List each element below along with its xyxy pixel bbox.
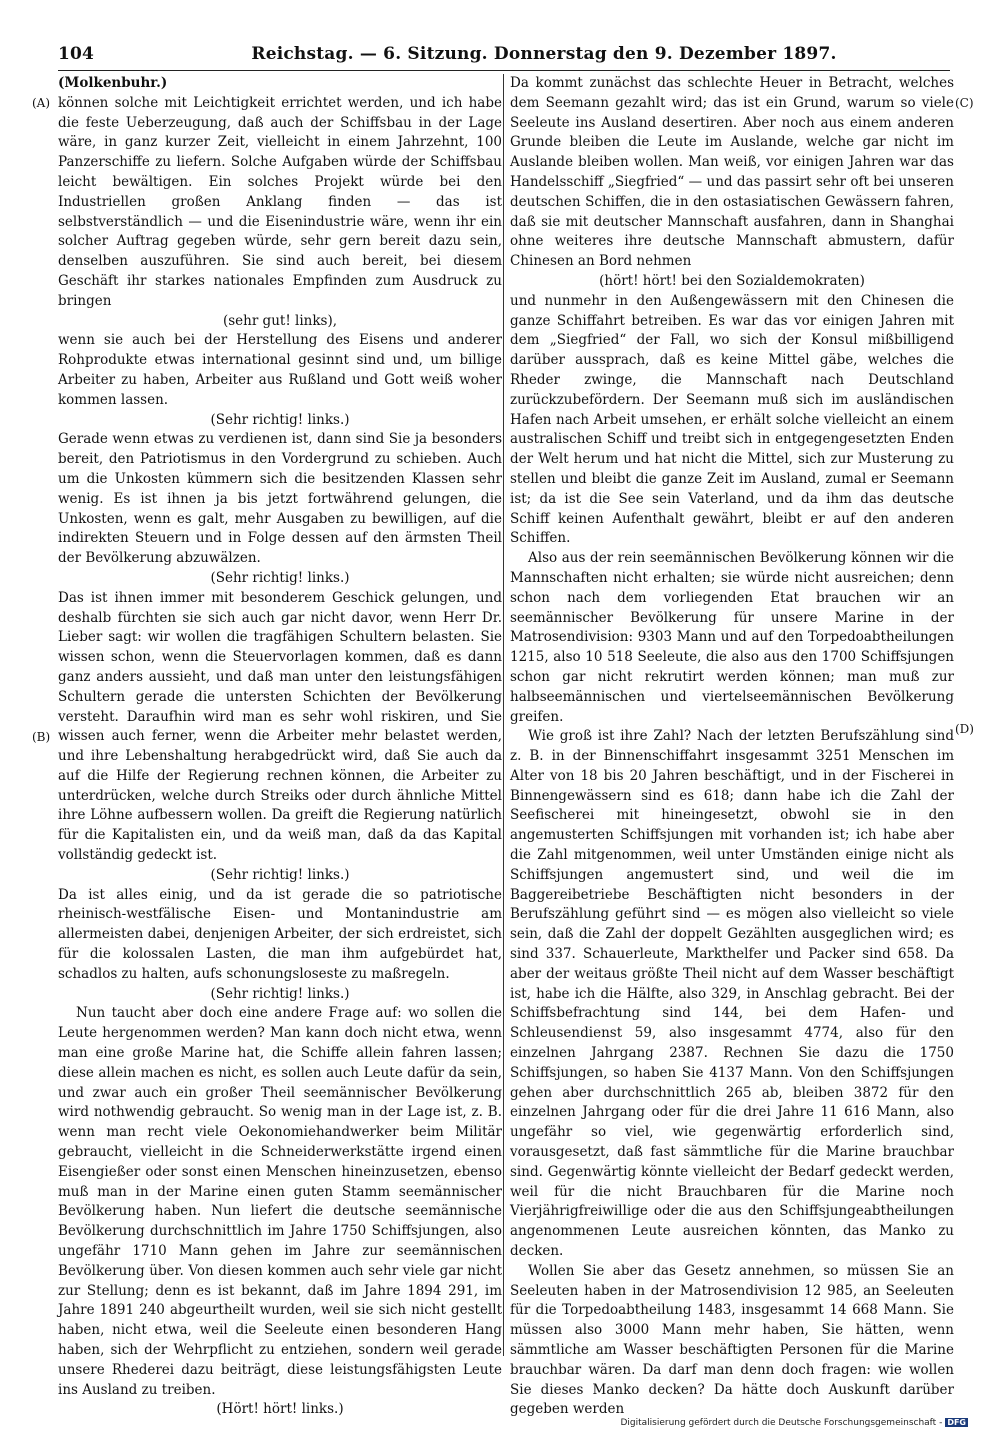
running-title: Reichstag. — 6. Sitzung. Donnerstag den 9. Dezember 1897. <box>251 44 837 64</box>
interjection: (Sehr richtig! links.) <box>210 985 350 1002</box>
left-column <box>58 74 502 1420</box>
paragraph: und nunmehr in den Außengewässern mit den Chinesen die ganze Schiffahrt betreiben. Es war das vor einigen Jahren mit dem „Siegfried“ der Fall, wo sich der Konsul mißbilligend darüber aussprach, daß es keine Mittel gäbe, welches die Rheder zwinge, die Mannschaft nach Deutschland zurückzubefördern. Der Seemann muß sich im ausländischen Hafen nach Arbeit umsehen, er erhält solche vielleicht an einem australischen Schiff und treibt sich in entgegengesetzten Enden der Welt herum und hat nicht die Mittel, sich zur Musterung zu stellen und bleibt die ganze Zeit im Ausland, zumal er Seemann ist; da ist die See sein Vaterland, und da ihm das deutsche Schiff keinen Aufenthalt gewährt, bleibt er auf den anderen Schiffen. <box>510 292 954 547</box>
paragraph: Da kommt zunächst das schlechte Heuer in Betracht, welches dem Seemann gezahlt wird; das ist ein Grund, warum so viele Seeleute ins Ausland desertiren. Aber noch aus einem anderen Grunde bleiben die Leute im Auslande, welche gar nicht im Auslande bleiben wollen. Man weiß, vor einigen Jahren war das Handelsschiff „Siegfried“ — und das passirt sehr oft bei unseren deutschen Schiffen, die in den ostasiatischen Gewässern fahren, daß sie mit deutscher Mannschaft ausfahren, dann in Shanghai ohne weiteres ihre deutsche Mannschaft abmustern, dafür Chinesen an Bord nehmen <box>510 75 954 270</box>
right-column <box>510 74 954 1420</box>
paragraph: Nun taucht aber doch eine andere Frage auf: wo sollen die Leute hergenommen werden? Man kann doch nicht etwa, wenn man eine große Marine hat, die Schiffe allein fahren lassen; diese allein machen es nicht, es sollen auch Leute dafür da sein, und zwar auch ein großer Theil seemännischer Bevölkerung wird nothwendig gebraucht. So wenig man in der Lage ist, z. B. wenn man recht viele Oekonomiehandwerker beim Militär gebraucht, vielleicht in die Schneiderwerkstätte irgend einen Eisengießer oder sonst einen Menschen hineinzusetzen, ebenso muß man in der Marine einen guten Stamm seemännischer Bevölkerung haben. Nun liefert die deutsche seemännische Bevölkerung durchschnittlich im Jahre 1750 Schiffsjungen, also ungefähr 1710 Mann gehen im Jahre zur seemännischen Bevölkerung über. Von diesen kommen auch sehr viele gar nicht zur Stellung; denn es ist bekannt, daß im Jahre 1894 291, im Jahre 1891 240 abgeurtheilt wurden, weil sie sich nicht gestellt haben, nicht etwa, weil die Seeleute einen besonderen Hang haben, sich der Wehrpflicht zu entziehen, sondern weil gerade unsere Rhederei dazu beiträgt, diese leistungsfähigsten Leute ins Ausland zu treiben. <box>58 1005 502 1398</box>
margin-mark-a: (A) <box>32 96 51 110</box>
credit-text: Digitalisierung gefördert durch die Deutsche Forschungsgemeinschaft - <box>620 1418 943 1428</box>
interjection: (Sehr richtig! links.) <box>210 569 350 586</box>
interjection: (hört! hört! bei den Sozialdemokraten) <box>599 272 865 289</box>
margin-mark-d: (D) <box>955 722 974 736</box>
page-number: 104 <box>58 44 95 64</box>
column-divider <box>503 74 504 1356</box>
margin-mark-c: (C) <box>955 96 974 110</box>
paragraph: Also aus der rein seemännischen Bevölkerung können wir die Mannschaften nicht erhalten; sie würde nicht ausreichen; denn schon nach dem vorliegenden Etat brauchen wir an seemännischer Bevölkerung für unsere Marine in der Matrosendivision: 9303 Mann und auf den Torpedoabtheilungen 1215, also 10 518 Seeleute, die also aus den 1700 Schiffsjungen schon gar nicht rekrutirt werden können; man muß zur halbseemännischen und viertelseemännischen Bevölkerung greifen. <box>510 550 954 725</box>
dfg-logo: DFG <box>947 1418 966 1427</box>
page-header <box>58 44 950 71</box>
margin-mark-b: (B) <box>32 730 51 744</box>
interjection: (Hört! hört! links.) <box>216 1401 344 1418</box>
paragraph: Gerade wenn etwas zu verdienen ist, dann sind Sie ja besonders bereit, den Patriotismus in den Vordergrund zu schieben. Auch um die Unkosten kümmern sich die besitzenden Klassen sehr wenig. Es ist ihnen ja bis jetzt fortwährend gelungen, die Unkosten, wenn es galt, mehr Ausgaben zu bewilligen, auf die indirekten Steuern und in Folge dessen auf den ärmsten Theil der Bevölkerung abzuwälzen. <box>58 431 502 567</box>
paragraph: Das ist ihnen immer mit besonderem Geschick gelungen, und deshalb fürchten sie sich auch gar nicht davor, wenn Herr Dr. Lieber sagt: wir wollen die tragfähigen Schultern belasten. Sie wissen schon, wenn die Steuervorlagen kommen, daß es dann ganz anders aussieht, und daß man unter den leistungsfähigen Schultern gerade die untersten Schichten der Bevölkerung versteht. Daraufhin wird man es sehr wohl riskiren, und Sie wissen auch ferner, wenn die Arbeiter mehr belastet werden, und ihre Lebenshaltung herabgedrückt wird, daß Sie auch da auf die Hilfe der Regierung rechnen können, die Arbeiter zu unterdrücken, welche durch Streiks oder durch ähnliche Mittel ihre Löhne aufbessern wollen. Da greift die Regierung natürlich für die Kapitalisten ein, und da weiß man, daß da das Kapital vollständig gedeckt ist. <box>58 589 502 864</box>
paragraph: wenn sie auch bei der Herstellung des Eisens und anderer Rohprodukte etwas international gesinnt sind und, um billige Arbeiter zu haben, Arbeiter aus Rußland und Gott weiß woher kommen lassen. <box>58 332 502 408</box>
interjection: (Sehr richtig! links.) <box>210 866 350 883</box>
speaker-name: (Molkenbuhr.) <box>58 75 168 91</box>
paragraph: Wollen Sie aber das Gesetz annehmen, so müssen Sie an Seeleuten haben in der Matrosendivision 12 985, an Seeleuten für die Torpedoabtheilung 1483, insgesammt 14 668 Mann. Sie müssen also 3000 Mann mehr haben, Sie hätten, wenn sämmtliche am Wasser beschäftigten Personen für die Marine brauchbar wären. Da darf man denn doch fragen: wie wollen Sie dieses Manko decken? Da hätte doch Auskunft darüber gegeben werden <box>510 1262 954 1418</box>
paragraph: Da ist alles einig, und da ist gerade die so patriotische rheinisch-westfälische Eisen- und Montanindustrie am allermeisten dabei, denjenigen Arbeiter, der sich erdreistet, sich für die kolossalen Lasten, die man ihm aufgebürdet hat, schadlos zu halten, aufs schonungsloseste zu maßregeln. <box>58 886 502 982</box>
interjection: (sehr gut! links), <box>222 312 338 329</box>
paragraph: können solche mit Leichtigkeit errichtet werden, und ich habe die feste Ueberzeugung, daß auch der Schiffsbau in der Lage wäre, in ganz kurzer Zeit, vielleicht in einem Jahrzehnt, 100 Panzerschiffe zu liefern. Solche Aufgaben würde der Schiffsbau leicht bewältigen. Ein solches Projekt würde bei den Industriellen großen Anklang finden — das ist selbstverständlich — und die Eisenindustrie wäre, wenn ihr ein solcher Auftrag gegeben würde, sehr gern bereit dazu sein, denselben auszuführen. Sie sind auch bereit, bei diesem Geschäft ihr starkes nationales Empfinden zum Ausdruck zu bringen <box>58 94 502 309</box>
digitization-credit <box>608 1418 968 1428</box>
interjection: (Sehr richtig! links.) <box>210 411 350 428</box>
paragraph: Wie groß ist ihre Zahl? Nach der letzten Berufszählung sind z. B. in der Binnenschiffahrt insgesammt 3251 Menschen im Alter von 18 bis 20 Jahren beschäftigt, und in der Fischerei in Binnengewässern sind es 618; dann habe ich die Zahl der Seefischerei mit hineingesetzt, obwohl sie in den angemusterten Schiffsjungen mit vorhanden ist; ich habe aber die Zahl mitgenommen, weil unter Umständen einige nicht als Schiffsjungen angemustert sind, und weil die im Baggereibetriebe Beschäftigten nicht besonders in der Berufszählung geführt sind — es mögen also vielleicht so viele sein, daß die Zahl der doppelt Gezählten ausgeglichen wird; es sind 337. Schauerleute, Markthelfer und Packer sind 658. Da aber der weitaus größte Theil nicht auf dem Wasser beschäftigt ist, habe ich die Hälfte, also 329, in Anschlag gebracht. Bei der Schiffsbefrachtung sind 144, bei dem Hafen- und Schleusendienst 59, also insgesammt 4774, also für den einzelnen Jahrgang 2387. Rechnen Sie dazu die 1750 Schiffsjungen, so haben Sie 4137 Mann. Von den Schiffsjungen gehen aber durchschnittlich 265 ab, bleiben 3872 für den einzelnen Jahrgang oder für die drei Jahre 11 616 Mann, also ungefähr so viel, wie gegenwärtig erforderlich sind, vorausgesetzt, daß fast sämmtliche für die Marine brauchbar sind. Gegenwärtig könnte vielleicht der Bedarf gedeckt werden, weil für die nicht Brauchbaren für die Marine noch Vierjährigfreiwillige oder die aus den Schiffsjungeabtheilungen angenommenen Leute ausreichen könnten, das Manko zu decken. <box>510 728 954 1260</box>
